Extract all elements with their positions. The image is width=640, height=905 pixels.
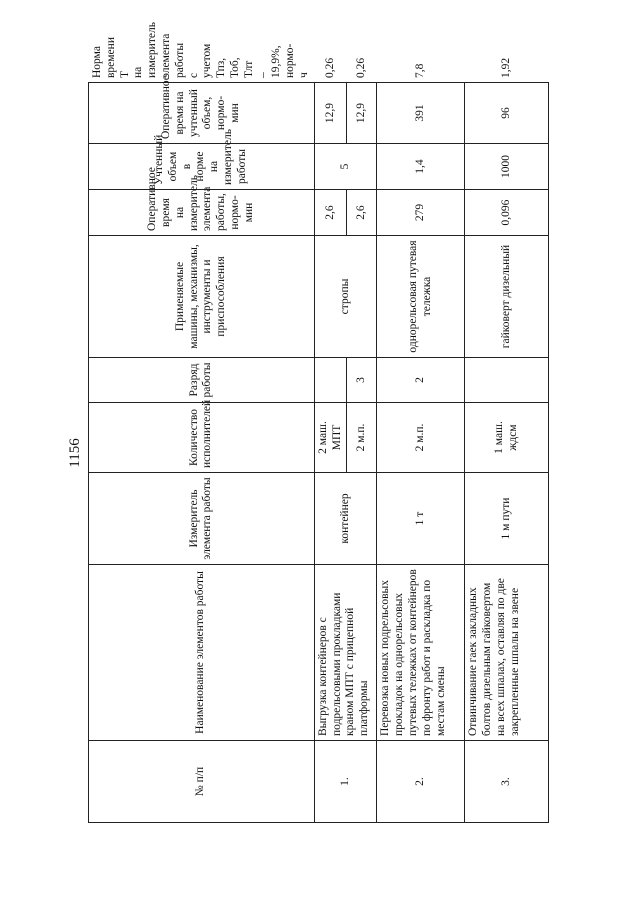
row-3-meter: 1 м пути [465, 473, 549, 565]
row-3-no: 3. [465, 741, 549, 823]
table-row: 2 м.п. 3 2,6 12,9 0,26 [347, 83, 377, 823]
row-1-volume: 5 [314, 144, 377, 190]
norms-table [88, 22, 549, 823]
row-1-op-time-a: 2,6 [314, 190, 347, 236]
row-3-op-time-volume: 96 [465, 83, 549, 144]
header-op-time: Оперативное время на измеритель элемента работы, нормо-мин [89, 190, 315, 236]
row-1-no: 1. [314, 741, 377, 823]
header-no: № п/п [89, 741, 315, 823]
row-1-meter: контейнер [314, 473, 377, 565]
header-row: № п/п Наименование элементов работы Измеритель элемента работы Количество исполнителей Разряд работы Применяемые машины, механизмы, инструменты и приспособления Оперативное время на измеритель элемента работы, нормо-мин Учтенный объем в норме на измеритель работы Оперативное время на учтенный объем, нормо-мин Норма времени Т на измеритель элемента работы с учетом Тпз, Тоб, Тлт – 19,9%, нормо-ч [89, 83, 315, 823]
header-name: Наименование элементов работы [89, 565, 315, 741]
row-2-op-time-volume: 391 [377, 83, 465, 144]
row-2-no: 2. [377, 741, 465, 823]
row-3-crew: 1 маш. ждсм [465, 403, 549, 473]
row-3-volume: 1000 [465, 144, 549, 190]
row-1-grade-b: 3 [347, 358, 377, 403]
row-1-grade-a [314, 358, 347, 403]
row-2-volume: 1,4 [377, 144, 465, 190]
row-2-name: Перевозка новых подрельсовых прокладок на однорельсовых путевых тележках от контейнеров по фронту работ и раскладка по местам смены [377, 565, 465, 741]
header-meter: Измеритель элемента работы [89, 473, 315, 565]
header-machines: Применяемые машины, механизмы, инструменты и приспособления [89, 236, 315, 358]
row-3-op-time: 0,096 [465, 190, 549, 236]
row-1-op-time-b: 2,6 [347, 190, 377, 236]
header-crew: Количество исполнителей [89, 403, 315, 473]
row-1-name: Выгрузка контейнеров с подрельсовыми прокладками краном МПТ с прицепной платформы [314, 565, 377, 741]
row-2-op-time: 279 [377, 190, 465, 236]
header-volume: Учтенный объем в норме на измеритель работы [89, 144, 315, 190]
row-2-crew: 2 м.п. [377, 403, 465, 473]
row-3-grade [465, 358, 549, 403]
header-op-time-volume: Оперативное время на учтенный объем, нормо-мин [89, 83, 315, 144]
row-3-name: Отвинчивание гаек закладных болтов дизельным гайковертом на всех шпалах, оставляя по две закрепленные шпалы на звене [465, 565, 549, 741]
row-1-op-time-volume-b: 12,9 [347, 83, 377, 144]
row-1-machines: стропы [314, 236, 377, 358]
row-2-machines: однорельсовая путевая тележка [377, 236, 465, 358]
row-1-crew-a: 2 маш. МПТ [314, 403, 347, 473]
table-row: 3. Отвинчивание гаек закладных болтов дизельным гайковертом на всех шпалах, оставляя по две закрепленные шпалы на звене 1 м пути 1 маш. ждсм гайковерт дизельный 0,096 1000 96 1,92 [465, 83, 549, 823]
norms-table-container [88, 22, 521, 823]
page-number: 1156 [66, 438, 83, 468]
header-grade: Разряд работы [89, 358, 315, 403]
row-2-grade: 2 [377, 358, 465, 403]
table-row: 2. Перевозка новых подрельсовых прокладок на однорельсовых путевых тележках от контейнеров по фронту работ и раскладка по местам смены 1 т 2 м.п. 2 однорельсовая путевая тележка 279 1,4 391 7,8 [377, 83, 465, 823]
row-2-meter: 1 т [377, 473, 465, 565]
table-row: 1. Выгрузка контейнеров с подрельсовыми прокладками краном МПТ с прицепной платформы контейнер 2 маш. МПТ стропы 2,6 5 12,9 0,26 [314, 83, 347, 823]
row-1-crew-b: 2 м.п. [347, 403, 377, 473]
row-3-machines: гайковерт дизельный [465, 236, 549, 358]
row-1-op-time-volume-a: 12,9 [314, 83, 347, 144]
